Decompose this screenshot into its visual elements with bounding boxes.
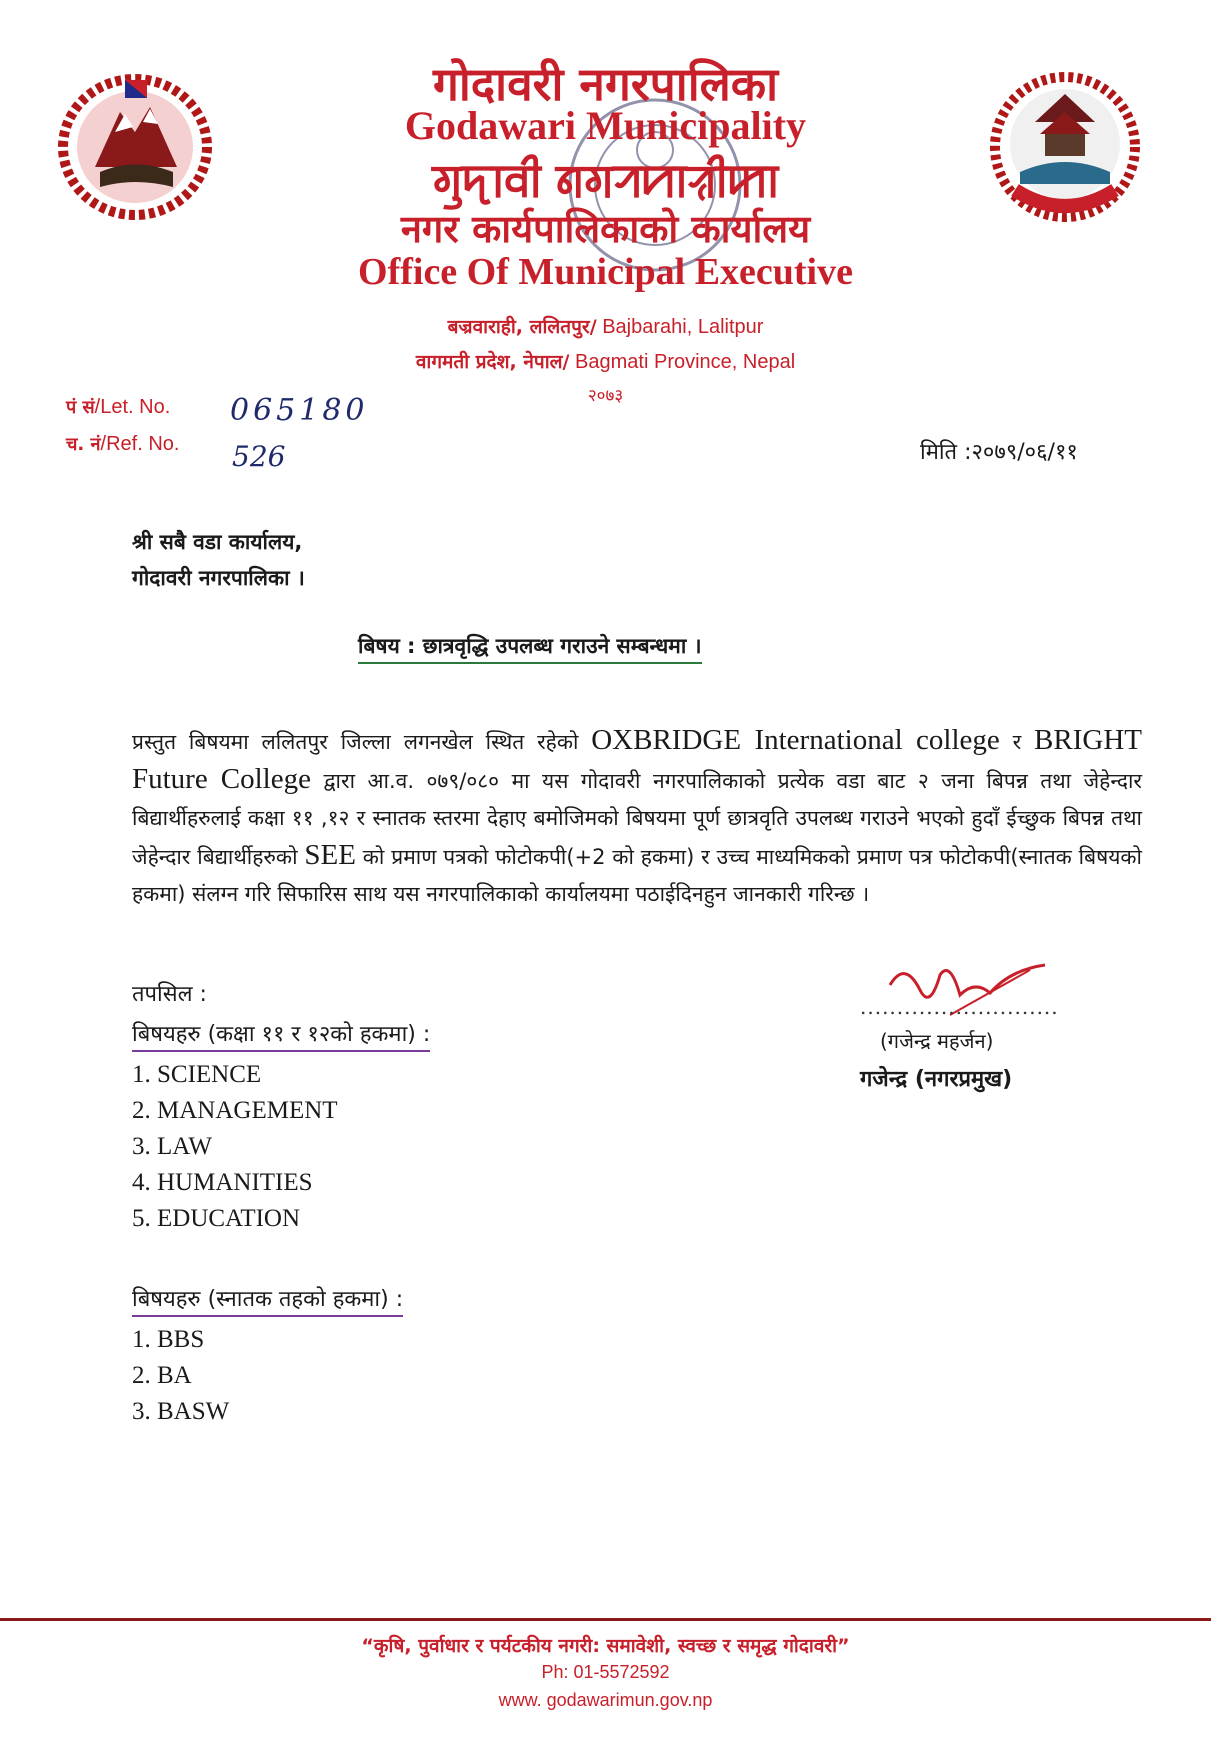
list-item: 1. SCIENCE [132,1061,262,1088]
letter-subject: बिषय : छात्रवृद्धि उपलब्ध गराउने सम्बन्धमा । [358,632,702,664]
reference-number-label-english: /Ref. No. [100,433,180,455]
letter-number-label [66,395,170,419]
address-line-2-nepali: वागमती प्रदेश, नेपाल/ [415,351,570,373]
college-name-1: OXBRIDGE International college [591,724,1000,756]
municipality-name-newari: ꠉꠥꠖꠣꠛꠤ ꠘꠉꠞꠙꠣꠟꠤꠇꠣ [432,157,779,208]
addressee-line-1: श्री सबै वडा कार्यालय, [132,530,303,554]
signature-line: ........................... [860,995,1059,1019]
footer-website: www. godawarimun.gov.np [498,1690,713,1710]
signatory-role: गजेन्द्र (नगरप्रमुख) [860,1067,1013,1092]
addressee-line-2: गोदावरी नगरपालिका । [132,566,305,590]
list-item: 3. LAW [132,1133,212,1160]
body-text-2: र [999,730,1035,754]
body-text-4: को प्रमाण पत्रको फोटोकपी(+2 को हकमा) र उच्च माध्यमिकको प्रमाण पत्र फोटोकपी(स्नातक बिषयको हकमा) संलग्न गरि सिफारिस साथ यस नगरपालिकाको कार्यालयमा पठाईदिनहुन जानकारी गरिन्छ । [132,845,1142,906]
list-item: 2. MANAGEMENT [132,1097,338,1124]
footer-motto: “कृषि, पुर्वाधार र पर्यटकीय नगरी: समावेशी, स्वच्छ र समृद्ध गोदावरी” [361,1635,850,1657]
reference-number-label-nepali: च. नं [66,434,101,455]
municipality-name-english: Godawari Municipality [404,103,807,148]
address-line-1-nepali: बज्रवाराही, ललितपुर/ [447,316,597,338]
letter-body [132,722,1142,913]
municipality-name-nepali: गोदावरी नगरपालिका [432,57,779,111]
subjects-class-11-12-heading: बिषयहरु (कक्षा ११ र १२को हकमा) : [132,1018,430,1052]
address-line-1-english: Bajbarahi, Lalitpur [602,316,764,338]
college-name-2: BRIGHT Future College [132,724,1142,795]
signatory-name: (गजेन्द्र महर्जन) [880,1029,994,1053]
office-name-nepali: नगर कार्यपालिकाको कार्यालय [400,207,811,251]
subjects-class-11-12-list [132,1057,338,1237]
list-item: 2. BA [132,1362,192,1389]
list-item: 5. EDUCATION [132,1205,301,1232]
established-year: २०७३ [587,386,624,406]
see-term: SEE [304,839,356,871]
list-item: 4. HUMANITIES [132,1169,313,1196]
details-heading: तपसिल : [132,982,207,1007]
letter-number-value: 065180 [230,393,369,428]
letter-number-label-nepali: पं सं [66,397,95,418]
subjects-bachelor-list [132,1322,229,1430]
address-line-1 [0,313,1211,339]
list-item: 3. BASW [132,1398,230,1425]
address-line-2-english: Bagmati Province, Nepal [575,351,796,373]
letter-number-label-english: /Let. No. [94,396,171,418]
reference-number-label [66,432,179,456]
address-line-2 [0,348,1211,374]
footer-divider [0,1618,1211,1621]
reference-number-value: 526 [232,440,286,473]
body-text-1: प्रस्तुत बिषयमा ललितपुर जिल्ला लगनखेल स्थित रहेको [132,730,592,754]
footer-phone: Ph: 01-5572592 [541,1662,670,1682]
letter-date: मिति :२०७९/०६/११ [920,440,1078,465]
office-name-english: Office Of Municipal Executive [358,251,853,293]
body-text-3: द्वारा आ.व. ०७९/०८० मा यस गोदावरी नगरपालिकाको प्रत्येक वडा बाट २ जना बिपन्न तथा जेहेन्दार बिद्यार्थीहरुलाई कक्षा ११ ,१२ र स्नातक स्तरमा देहाए बमोजिमको बिषयमा पूर्ण छात्रवृति उपलब्ध गराउने भएको हुदाँ ईच्छुक बिपन्न तथा जेहेन्दार बिद्यार्थीहरुको [132,769,1142,869]
subjects-bachelor-heading: बिषयहरु (स्नातक तहको हकमा) : [132,1283,403,1317]
list-item: 1. BBS [132,1326,205,1353]
